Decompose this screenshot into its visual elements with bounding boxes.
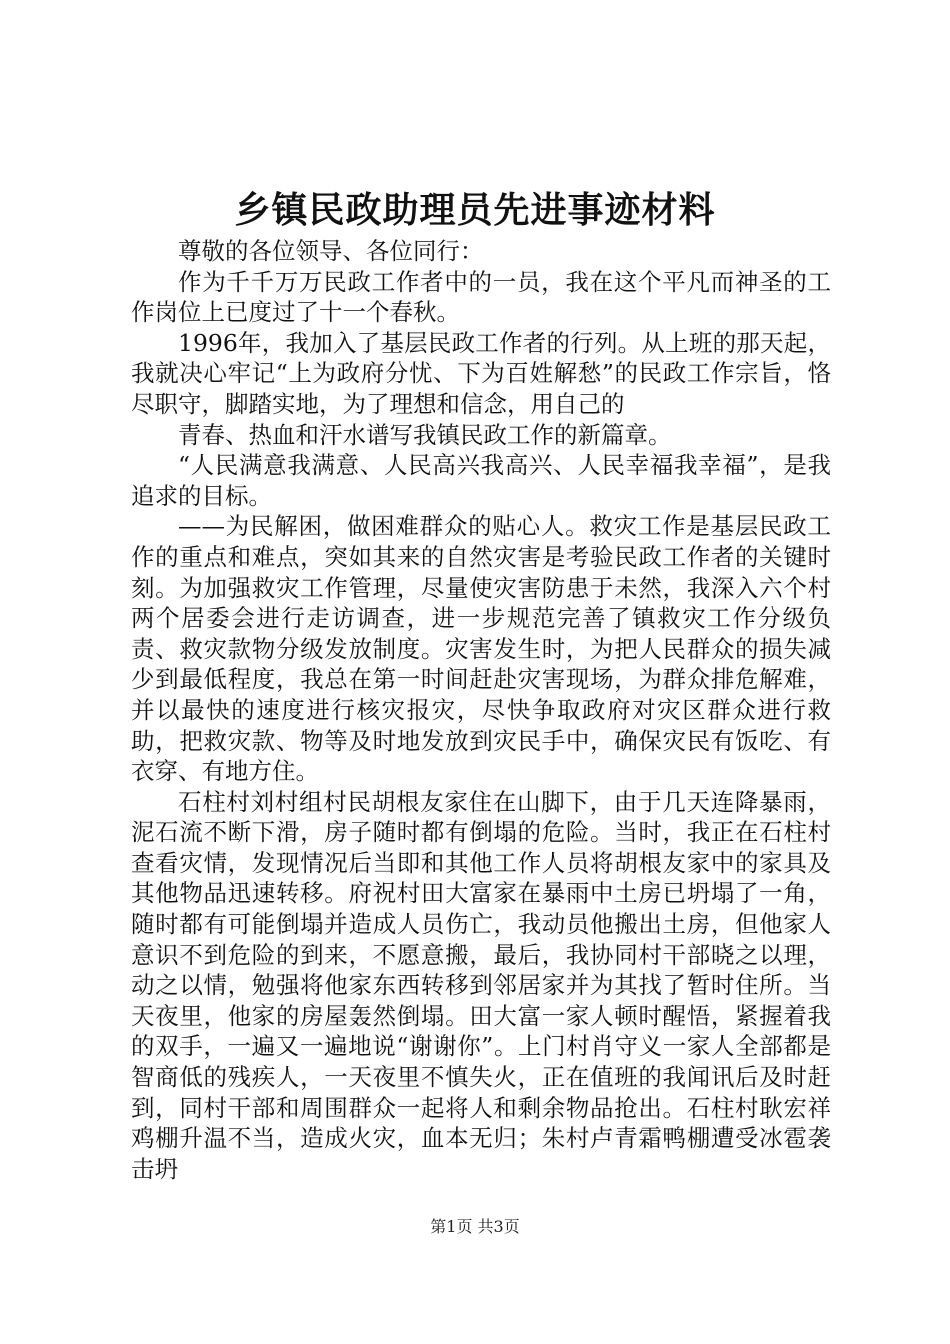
paragraph-youth: 青春、热血和汗水谱写我镇民政工作的新篇章。 bbox=[178, 420, 672, 449]
paragraph-1996: 1996年，我加入了基层民政工作者的行列。从上班的那天起，我就决心牢记“上为政府分忧、下为百姓解愁”的民政工作宗旨，恪尽职守，脚踏实地，为了理想和信念，用自己的 bbox=[131, 328, 831, 418]
paragraph-cases: 石柱村刘村组村民胡根友家住在山脚下，由于几天连降暴雨，泥石流不断下滑，房子随时都有倒塌的危险。当时，我正在石柱村查看灾情，发现情况后当即和其他工作人员将胡根友家中的家具及其他物品迅速转移。府祝村田大富家在暴雨中土房已坍塌了一角，随时都有可能倒塌并造成人员伤亡，我动员他搬出土房，但他家人意识不到危险的到来，不愿意搬，最后，我协同村干部晓之以理，动之以情，勉强将他家东西转移到邻居家并为其找了暂时住所。当天夜里，他家的房屋轰然倒塌。田大富一家人顿时醒悟，紧握着我的双手，一遍又一遍地说“谢谢你”。上门村肖守义一家人全部都是智商低的残疾人，一天夜里不慎失火，正在值班的我闻讯后及时赶到，同村干部和周围群众一起将人和剩余物品抢出。石柱村耿宏祥鸡棚升温不当，造成火灾，血本无归；朱村卢青霜鸭棚遭受冰雹袭击坍 bbox=[131, 787, 831, 1183]
page-number: 第1页 共3页 bbox=[430, 1217, 520, 1236]
paragraph-relief: ——为民解困，做困难群众的贴心人。救灾工作是基层民政工作的重点和难点，突如其来的自然灾害是考验民政工作者的关键时刻。为加强救灾工作管理，尽量使灾害防患于未然，我深入六个村两个居委会进行走访调查，进一步规范完善了镇救灾工作分级负责、救灾款物分级发放制度。灾害发生时，为把人民群众的损失减少到最低程度，我总在第一时间赶赴灾害现场，为群众排危解难，并以最快的速度进行核灾报灾，尽快争取政府对灾区群众进行救助，把救灾款、物等及时地发放到灾民手中，确保灾民有饭吃、有衣穿、有地方住。 bbox=[131, 512, 831, 786]
paragraph-salutation: 尊敬的各位领导、各位同行： bbox=[178, 237, 484, 265]
paragraph-intro: 作为千千万万民政工作者中的一员，我在这个平凡而神圣的工作岗位上已度过了十一个春秋。 bbox=[131, 267, 831, 327]
paragraph-goal: “人民满意我满意、人民高兴我高兴、人民幸福我幸福”，是我追求的目标。 bbox=[131, 451, 831, 510]
document-title: 乡镇民政助理员先进事迹材料 bbox=[234, 189, 716, 231]
document-body bbox=[131, 236, 831, 1184]
